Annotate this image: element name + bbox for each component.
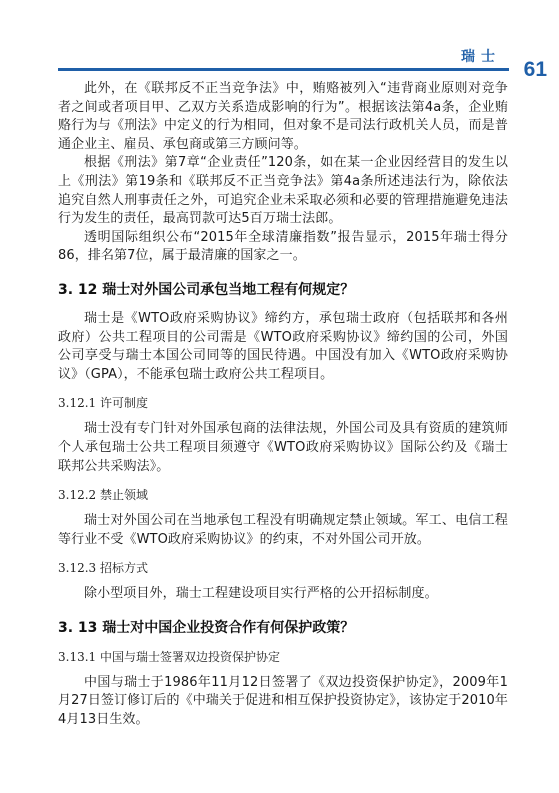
subsection-3-12-2-text: 瑞士对外国公司在当地承包工程没有明确规定禁止领域。军工、电信工程等行业不受《WTO政府采购协议》的约束，不对外国公司开放。 — [58, 513, 508, 547]
subsection-3-12-3-text: 除小型项目外，瑞士工程建设项目实行严格的公开招标制度。 — [84, 586, 438, 602]
page-header — [0, 0, 559, 80]
subsection-3-12-1-title: 3.12.1 许可制度 — [58, 396, 148, 411]
section-3-12-title: 3. 12 瑞士对外国公司承包当地工程有何规定？ — [58, 281, 355, 298]
subsection-3-12-2-title: 3.12.2 禁止领域 — [58, 488, 148, 503]
page-content — [58, 80, 508, 730]
running-header-country: 瑞士 — [461, 49, 501, 65]
paragraph-bribery: 此外，在《联邦反不正当竞争法》中，贿赂被列入“违背商业原则对竞争者之间或者项目甲、乙双方关系造成影响的行为”。根据该法第4a条，企业贿赂行为与《刑法》中定义的行为相同，但对象不是司法行政机关人员，而是普通企业主、雇员、承包商或第三方顾问等。 — [58, 81, 508, 152]
subsection-3-13-1-title: 3.13.1 中国与瑞士签署双边投资保护协定 — [58, 649, 280, 664]
subsection-3-13-1-text: 中国与瑞士于1986年11月12日签署了《双边投资保护协定》，2009年1月27日签订修订后的《中瑞关于促进和相互保护投资协定》，该协定于2010年4月13日生效。 — [58, 674, 508, 728]
section-3-12-intro: 瑞士是《WTO政府采购协议》缔约方，承包瑞士政府（包括联邦和各州政府）公共工程项目的公司需是《WTO政府采购协议》缔约国的公司，外国公司享受与瑞士本国公司同等的国民待遇。中国没有加入《WTO政府采购协议》（GPA），不能承包瑞士政府公共工程项目。 — [58, 310, 508, 382]
paragraph-corporate-liability: 根据《刑法》第7章“企业责任”120条，如在某一企业因经营目的发生以上《刑法》第19条和《联邦反不正当竞争法》第4a条所述违法行为，除依法追究自然人刑事责任之外，可追究企业未采取必须和必要的管理措施避免违法行为发生的责任，最高罚款可达5百万瑞士法郎。 — [58, 155, 508, 227]
header-rule — [58, 68, 509, 71]
subsection-3-12-3-title: 3.12.3 招标方式 — [58, 561, 148, 576]
paragraph-transparency-index: 透明国际组织公布“2015年全球清廉指数”报告显示，2015年瑞士得分86，排名第7位，属于最清廉的国家之一。 — [58, 229, 508, 264]
page-number: 61 — [523, 58, 547, 81]
section-3-13-title: 3. 13 瑞士对中国企业投资合作有何保护政策？ — [58, 619, 355, 636]
subsection-3-12-1-text: 瑞士没有专门针对外国承包商的法律法规，外国公司及具有资质的建筑师个人承包瑞士公共工程项目须遵守《WTO政府采购协议》国际公约及《瑞士联邦公共采购法》。 — [58, 421, 508, 474]
